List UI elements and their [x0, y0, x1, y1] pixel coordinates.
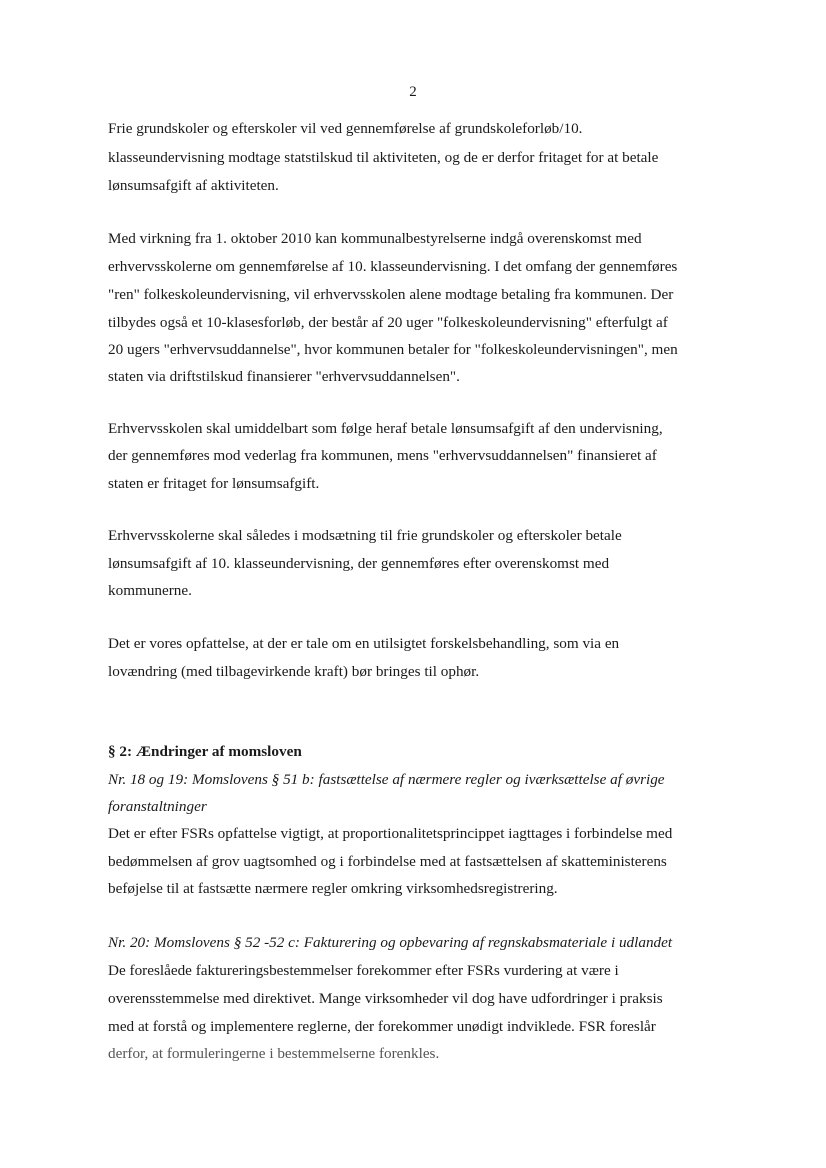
paragraph-1-line-3: lønsumsafgift af aktiviteten.: [108, 177, 279, 194]
paragraph-7-line-4: derfor, at formuleringerne i bestemmelserne forenkles.: [108, 1045, 440, 1062]
paragraph-7-line-2: overensstemmelse med direktivet. Mange virksomheder vil dog have udfordringer i praksis: [108, 990, 663, 1007]
section-heading: § 2: Ændringer af momsloven: [108, 743, 302, 760]
paragraph-7-line-3: med at forstå og implementere reglerne, der forekommer unødigt indviklede. FSR foreslår: [108, 1018, 656, 1035]
paragraph-3-line-1: Erhvervsskolen skal umiddelbart som følge heraf betale lønsumsafgift af den undervisning,: [108, 420, 663, 437]
subheading-1-line-2: foranstaltninger: [108, 798, 207, 815]
paragraph-6-line-3: beføjelse til at fastsætte nærmere regler omkring virksomhedsregistrering.: [108, 880, 558, 897]
paragraph-3-line-2: der gennemføres mod vederlag fra kommunen, mens "erhvervsuddannelsen" finansieret af: [108, 447, 657, 464]
paragraph-2-line-3: "ren" folkeskoleundervisning, vil erhvervsskolen alene modtage betaling fra kommunen. Der: [108, 286, 674, 303]
paragraph-2-line-6: staten via driftstilskud finansierer "erhvervsuddannelsen".: [108, 368, 460, 385]
paragraph-4-line-1: Erhvervsskolerne skal således i modsætning til frie grundskoler og efterskoler betale: [108, 527, 622, 544]
paragraph-5-line-2: lovændring (med tilbagevirkende kraft) bør bringes til ophør.: [108, 663, 480, 680]
page-number: 2: [409, 84, 417, 100]
paragraph-2-line-2: erhvervsskolerne om gennemførelse af 10. klasseundervisning. I det omfang der gennemføres: [108, 258, 678, 275]
paragraph-7-line-1: De foreslåede faktureringsbestemmelser forekommer efter FSRs vurdering at være i: [108, 962, 619, 979]
subheading-1-line-1: Nr. 18 og 19: Momslovens § 51 b: fastsættelse af nærmere regler og iværksættelse af øvrige: [108, 771, 665, 788]
paragraph-6-line-2: bedømmelsen af grov uagtsomhed og i forbindelse med at fastsættelsen af skatteministerens: [108, 853, 667, 870]
paragraph-1-line-1: Frie grundskoler og efterskoler vil ved gennemførelse af grundskoleforløb/10.: [108, 120, 583, 137]
paragraph-2-line-4: tilbydes også et 10-klasesforløb, der består af 20 uger "folkeskoleundervisning" efterfulgt af: [108, 314, 668, 331]
paragraph-2-line-5: 20 ugers "erhvervsuddannelse", hvor kommunen betaler for "folkeskoleundervisningen", men: [108, 341, 678, 358]
paragraph-3-line-3: staten er fritaget for lønsumsafgift.: [108, 475, 320, 492]
paragraph-4-line-2: lønsumsafgift af 10. klasseundervisning, der gennemføres efter overenskomst med: [108, 555, 610, 572]
paragraph-5-line-1: Det er vores opfattelse, at der er tale om en utilsigtet forskelsbehandling, som via en: [108, 635, 620, 652]
paragraph-4-line-3: kommunerne.: [108, 582, 192, 599]
paragraph-2-line-1: Med virkning fra 1. oktober 2010 kan kommunalbestyrelserne indgå overenskomst med: [108, 230, 642, 247]
subheading-2: Nr. 20: Momslovens § 52 -52 c: Fakturering og opbevaring af regnskabsmateriale i udlandet: [108, 934, 673, 951]
paragraph-1-line-2: klasseundervisning modtage statstilskud til aktiviteten, og de er derfor fritaget for at betale: [108, 149, 659, 166]
paragraph-6-line-1: Det er efter FSRs opfattelse vigtigt, at proportionalitetsprincippet iagttages i forbindelse med: [108, 825, 673, 842]
